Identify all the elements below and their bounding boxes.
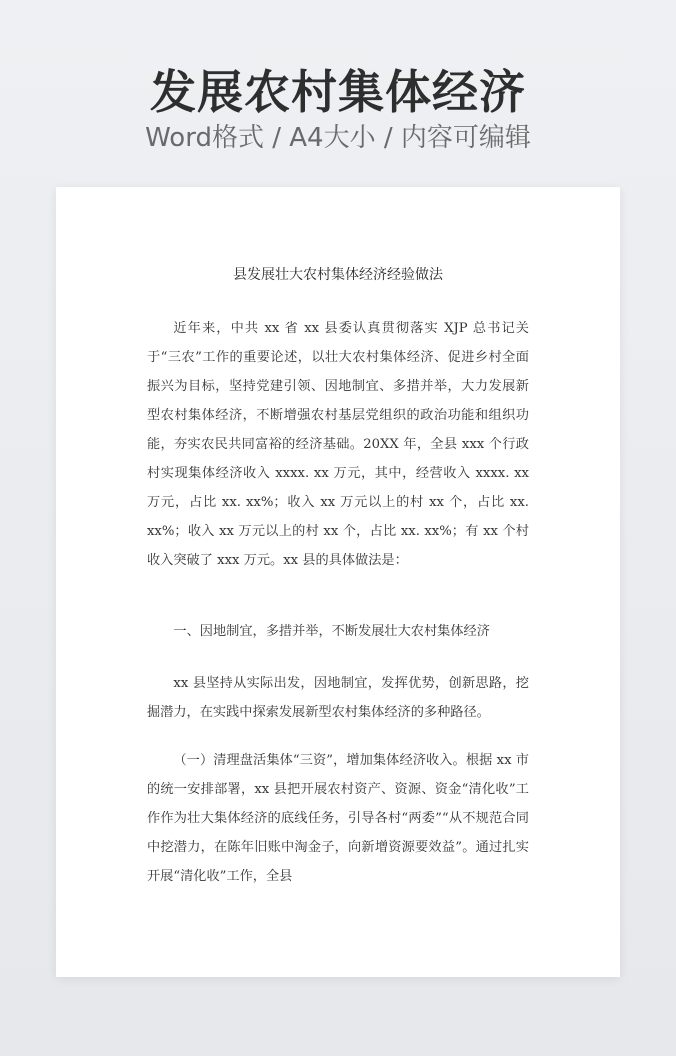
document-title: 县发展壮大农村集体经济经验做法 — [233, 267, 443, 283]
document-page — [56, 187, 620, 977]
paragraph-approach: xx 县坚持从实际出发，因地制宜，发挥优势，创新思路，挖掘潜力，在实践中探索发展新型农村集体经济的多种路径。 — [147, 676, 529, 720]
paragraph-intro: 近年来，中共 xx 省 xx 县委认真贯彻落实 XJP 总书记关于“三农”工作的重要论述，以壮大农村集体经济、促进乡村全面振兴为目标，坚持党建引领、因地制宜、多措并举，大力发展新型农村集体经济，不断增强农村基层党组织的政治功能和组织功能，夯实农民共同富裕的经济基础。20XX 年，全县 xxx 个行政村实现集体经济收入 xxxx. xx 万元，其中，经营收入 xxxx. xx 万元，占比 xx. xx%；收入 xx 万元以上的村 xx 个，占比 xx. xx%；收入 xx 万元以上的村 xx 个，占比 xx. xx%；有 xx 个村收入突破了 xxx 万元。xx 县的具体做法是： — [147, 321, 529, 568]
paragraph-subsection-1: （一）清理盘活集体“三资”，增加集体经济收入。根据 xx 市的统一安排部署，xx 县把开展农村资产、资源、资金“清化收”工作作为壮大集体经济的底线任务，引导各村“两委”“从不规范合同中挖潜力，在陈年旧账中淘金子，向新增资源要效益”。通过扎实开展“清化收”工作，全县 — [147, 753, 529, 884]
section-heading: 一、因地制宜，多措并举，不断发展壮大农村集体经济 — [173, 624, 490, 639]
banner-title: 发展农村集体经济 — [150, 65, 526, 119]
banner-subtitle: Word格式 / A4大小 / 内容可编辑 — [145, 123, 531, 153]
